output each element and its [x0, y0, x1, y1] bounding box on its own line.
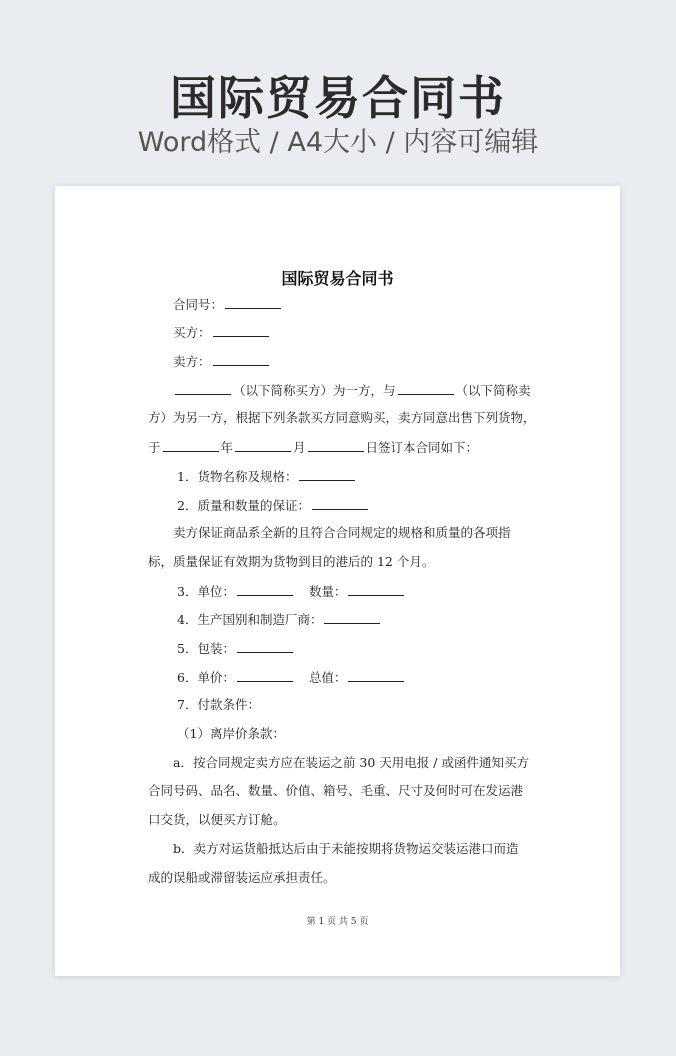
year-blank [163, 439, 219, 452]
unit-price-label: 6．单价： [177, 670, 235, 685]
paragraph-b-line-2: 成的误船或滞留装运应承担责任。 [148, 870, 336, 885]
paragraph-1-line-3 [148, 439, 531, 456]
quantity-label: 数量： [308, 584, 347, 599]
item-4-line [177, 611, 531, 628]
party-a-blank [175, 382, 231, 395]
paragraph-a-line-2: 合同号码、品名、数量、价值、箱号、毛重、尺寸及何时可在发运港 [148, 783, 524, 798]
buyer-line [173, 324, 531, 341]
unit-blank [237, 583, 293, 596]
total-value-blank [348, 669, 404, 682]
paragraph-b-line-1: b．卖方对运货船抵达后由于未能按期将货物运交装运港口而造 [173, 841, 519, 856]
paragraph-1-line-1 [173, 382, 531, 399]
contract-number-label: 合同号： [173, 297, 224, 312]
seller-blank [213, 353, 269, 366]
paragraph-a-line-3: 口交货，以便买方订舱。 [148, 812, 286, 827]
paragraph-a-line-1: a．按合同规定卖方应在装运之前 30 天用电报 / 或函件通知买方 [173, 755, 529, 770]
unit-label: 3．单位： [177, 584, 235, 599]
banner-title: 国际贸易合同书 [170, 71, 506, 125]
item-4-label: 4．生产国别和制造厂商： [177, 612, 323, 627]
item-1-line [177, 468, 531, 485]
packing-blank [237, 640, 293, 653]
paragraph-2-line-1: 卖方保证商品系全新的且符合合同规定的规格和质量的各项指 [173, 525, 511, 540]
paragraph-2-line-2: 标，质量保证有效期为货物到目的港后的 12 个月。 [148, 554, 435, 569]
packing-label: 5．包装： [177, 641, 235, 656]
item-3-line [177, 583, 531, 600]
seller-line [173, 353, 531, 370]
paragraph-text: （以下简称买方）为一方，与 [233, 383, 396, 398]
paragraph-text: 日签订本合同如下： [365, 440, 479, 455]
unit-price-blank [237, 669, 293, 682]
quantity-blank [348, 583, 404, 596]
item-7-line: 7．付款条件： [177, 697, 260, 712]
document-title: 国际贸易合同书 [281, 269, 394, 288]
item-2-line [177, 497, 531, 514]
page-footer: 第 1 页 共 5 页 [306, 917, 369, 927]
month-blank [235, 439, 291, 452]
banner-subtitle: Word格式 / A4大小 / 内容可编辑 [137, 127, 539, 158]
item-4-blank [324, 611, 380, 624]
item-2-label: 2．质量和数量的保证： [177, 498, 310, 513]
total-value-label: 总值： [308, 670, 347, 685]
item-6-line [177, 669, 531, 686]
item-2-blank [312, 497, 368, 510]
day-blank [308, 439, 364, 452]
buyer-label: 买方： [173, 325, 211, 340]
party-b-blank [398, 382, 454, 395]
item-1-blank [299, 468, 355, 481]
buyer-blank [213, 324, 269, 337]
item-7-1-line: （1）离岸价条款： [177, 726, 285, 741]
item-1-label: 1．货物名称及规格： [177, 469, 298, 484]
paragraph-text: （以下简称卖 [455, 383, 531, 398]
paragraph-text: 于 [148, 440, 161, 455]
paragraph-1-line-2: 方）为另一方，根据下列条款买方同意购买，卖方同意出售下列货物， [148, 410, 536, 425]
paragraph-text: 年 [220, 440, 234, 455]
paragraph-text: 月 [293, 440, 306, 455]
document-page [55, 186, 620, 976]
contract-number-blank [225, 296, 281, 309]
contract-number-line [173, 296, 531, 313]
seller-label: 卖方： [173, 354, 211, 369]
item-5-line [177, 640, 531, 657]
